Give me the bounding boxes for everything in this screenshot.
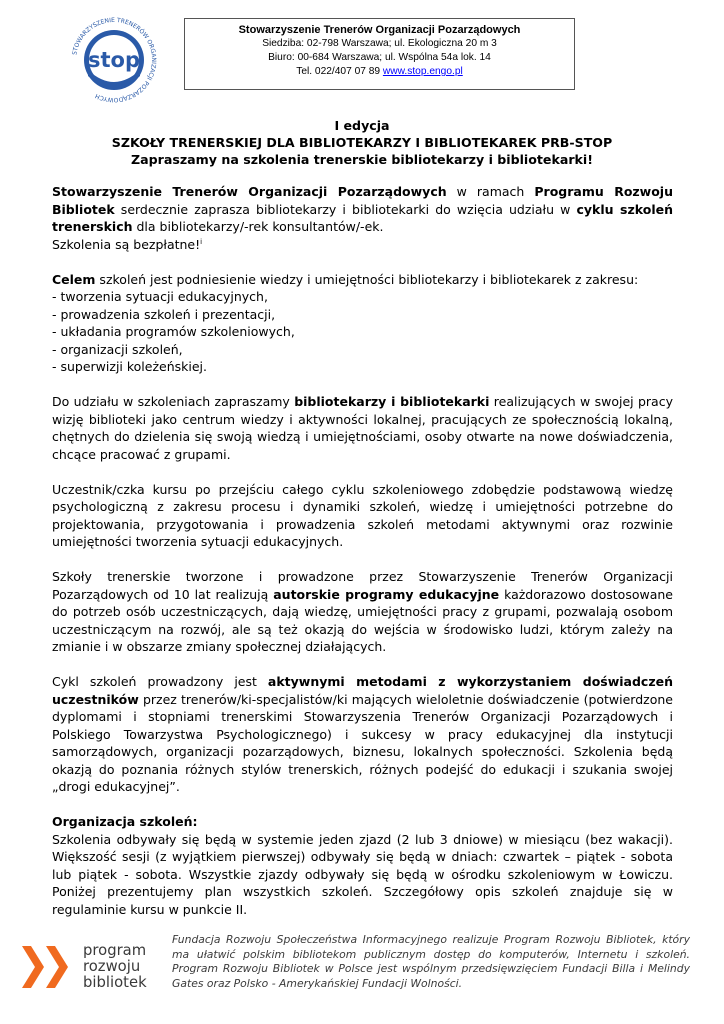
free-note — [52, 236, 673, 254]
invite-paragraph — [52, 393, 673, 463]
org-name: Stowarzyszenie Trenerów Organizacji Pozarządowych — [238, 24, 521, 36]
intro-bold-org: Stowarzyszenie Trenerów Organizacji Pozarządowych — [52, 184, 447, 199]
contact-line — [185, 65, 574, 79]
organization-paragraph: Szkolenia odbywały się będą w systemie jeden zjazd (2 lub 3 dniowe) w miesiącu (bez wakacji). Większość sesji (z wyjątkiem pierwszej) odbywały się będą w dniach: czwartek – piątek - sobota lub piątek - sobota. Wszystkie zjazdy odbywały się będą w ośrodku szkoleniowym w Łowiczu. Poniżej prezentujemy plan wszystkich szkoleń. Szczegółowy opis szkoleń znajduje się w regulaminie kursu w punkcie II. — [52, 831, 673, 917]
organization-heading — [52, 813, 673, 831]
list-item: - tworzenia sytuacji edukacyjnych, — [52, 289, 268, 304]
logo-line-program: program — [83, 942, 147, 959]
invite-bold: bibliotekarzy i bibliotekarki — [294, 394, 490, 409]
footnote-mark[interactable]: i — [200, 237, 203, 246]
document-body — [52, 183, 673, 918]
goal-list — [52, 288, 673, 376]
organization-heading-text: Organizacja szkoleń: — [52, 814, 198, 829]
cycle-text-2: przez trenerów/ki-specjalistów/ki mających wieloletnie doświadczenie (potwierdzone dyplomami i stopniami trenerskimi Stowarzyszenia Trenerów Organizacji Pozarządowych i Polskiego Towarzystwa Psychologicznego) i sukcesy w pracy edukacyjnej dla instytucji samorządowych, organizacji pozarządowych, biznesu, lokalnych społeczności. Szkolenia będą okazją do poznania różnych stylów trenerskich, różnych podejść do edukacji i szukania swojej „drogi edukacyjnej”. — [52, 691, 673, 794]
cycle-text-1: Cykl szkoleń prowadzony jest — [52, 674, 268, 689]
stop-logo — [68, 14, 160, 106]
participant-paragraph: Uczestnik/czka kursu po przejściu całego cyklu szkoleniowego zdobędzie podstawową wiedzę psychologiczną z zakresu procesu i dynamiki szkoleń, wiedzę i umiejętności potrzebne do projektowania, przygotowania i prowadzenia szkoleń metodami aktywnymi oraz rozwinie umiejętności tworzenia sytuacji edukacyjnych. — [52, 481, 673, 549]
goal-paragraph — [52, 271, 673, 289]
list-item: - układania programów szkoleniowych, — [52, 324, 295, 339]
logo-ring-text: STOWARZYSZENIE TRENERÓW ORGANIZACJI POZARZĄDOWYCH — [71, 16, 158, 104]
chevron-arrows-icon — [22, 946, 74, 988]
schools-text-1: Szkoły trenerskie tworzone i prowadzone przez Stowarzyszenie Trenerów Organizacji Pozarządowych od 10 lat realizują — [52, 569, 673, 602]
intro-text-2: serdecznie zaprasza bibliotekarzy i bibliotekarki do wzięcia udziału w — [114, 201, 577, 217]
intro-paragraph — [52, 183, 673, 236]
logo-word: stop — [88, 48, 140, 72]
header-contact-box — [184, 18, 575, 90]
list-item: - superwizji koleżeńskiej. — [52, 359, 207, 374]
address-seat: Siedziba: 02-798 Warszawa; ul. Ekologiczna 20 m 3 — [262, 38, 497, 49]
schools-paragraph — [52, 568, 673, 656]
free-text: Szkolenia są bezpłatne! — [52, 236, 201, 252]
goal-bold: Celem — [52, 271, 96, 287]
document-title — [52, 117, 672, 168]
invite-text-1: Do udziału w szkoleniach zapraszamy — [52, 394, 295, 409]
list-item: - prowadzenia szkoleń i prezentacji, — [52, 306, 276, 322]
website-link[interactable]: www.stop.engo.pl — [382, 66, 463, 77]
phone: Tel. 022/407 07 89 — [296, 66, 383, 77]
list-item: - organizacji szkoleń, — [52, 341, 183, 357]
invitation-headline: Zapraszamy na szkolenia trenerskie bibliotekarzy i bibliotekarki! — [130, 152, 593, 167]
program-logo-text — [83, 943, 147, 991]
cycle-paragraph — [52, 673, 673, 796]
school-name: SZKOŁY TRENERSKIEJ DLA BIBLIOTEKARZY I BIBLIOTEKAREK PRB-STOP — [111, 135, 613, 150]
intro-text-3: dla bibliotekarzy/-rek konsultantów/-ek. — [132, 219, 384, 234]
invite-text-2: realizujących w swojej pracy wizję biblioteki jako centrum wiedzy i aktywności lokalnej, pracujących ze społecznością lokalną, chętnych do dzielenia się swoją wiedzą i umiejętnościami, osoby otwarte na nowe doświadczenia, chcące pracować z grupami. — [52, 394, 673, 462]
edition: I edycja — [334, 118, 390, 133]
footer-note: Fundacja Rozwoju Społeczeństwa Informacyjnego realizuje Program Rozwoju Bibliotek, który ma ułatwić polskim bibliotekom publicznym dostęp do komputerów, Internetu i szkoleń. Program Rozwoju Bibliotek w Polsce jest wspólnym przedsięwzięciem Fundacji Billa i Melindy Gates oraz Polsko - Amerykańskiej Fundacji Wolności. — [172, 933, 690, 990]
address-office: Biuro: 00-684 Warszawa; ul. Wspólna 54a lok. 14 — [268, 52, 491, 63]
cycle-bold: aktywnymi metodami z wykorzystaniem doświadczeń uczestników — [52, 674, 673, 707]
logo-line-bibliotek: bibliotek — [83, 974, 147, 991]
goal-text: szkoleń jest podniesienie wiedzy i umiejętności bibliotekarzy i bibliotekarek z zakresu: — [95, 271, 639, 287]
intro-text-1: w ramach — [446, 184, 535, 199]
schools-bold: autorskie programy edukacyjne — [273, 586, 500, 602]
intro-bold-cycle: cyklu szkoleń trenerskich — [52, 201, 673, 234]
intro-bold-program: Programu Rozwoju Bibliotek — [52, 184, 673, 217]
logo-line-rozwoju: rozwoju — [83, 958, 141, 975]
schools-text-2: każdorazowo dostosowane do potrzeb osób uczestniczących, dają wiedzę, umiejętności pracy z grupami, pozwalają osobom uczestniczącym na rozwój, ale są też okazją do wejścia w środowisko ludzi, którym zależy na zmianie i w obszarze zmiany społecznej działających. — [52, 586, 673, 654]
